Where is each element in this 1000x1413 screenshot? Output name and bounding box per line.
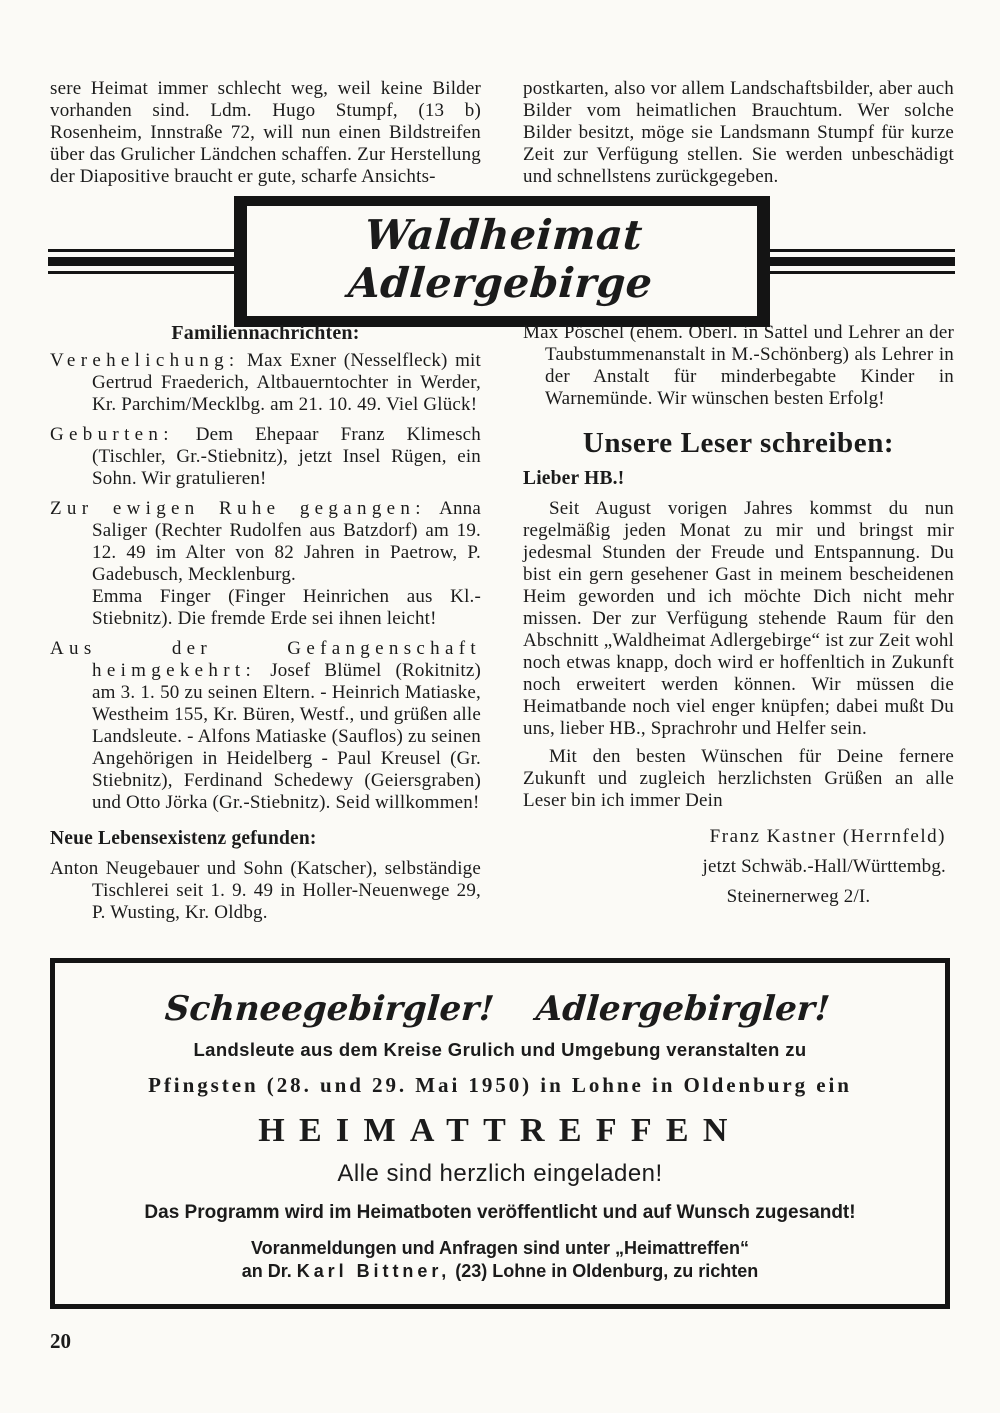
ad-program-line: Das Programm wird im Heimatboten veröffentlicht und auf Wunsch zugesandt! bbox=[144, 1202, 856, 1223]
ad-contact-line bbox=[85, 1261, 915, 1282]
family-item-text: Max Exner (Nesselfleck) mit Gertrud Fraederich, Altbauerntochter in Werder, Kr. Parchim/Mecklbg. am 21. 10. 49. Viel Glück! bbox=[92, 350, 481, 415]
new-existence-text: Anton Neugebauer und Sohn (Katscher), selbständige Tischlerei seit 1. 9. 49 in Holler-Neuenwege 29, P. Wusting, Kr. Oldbg. bbox=[50, 858, 481, 923]
poeschel-paragraph: Max Pöschel (ehem. Oberl. in Sattel und Lehrer an der Taubstummenanstalt in M.-Schönberg) als Lehrer in der Anstalt für minderbegabte Kinder in Warnemünde. Wir wünschen besten Erfolg! bbox=[523, 322, 954, 409]
right-column bbox=[523, 322, 954, 932]
family-item-deaths bbox=[50, 498, 481, 630]
ad-script-row bbox=[85, 989, 915, 1029]
top-right-paragraph: postkarten, also vor allem Landschaftsbilder, aber auch Bilder vom heimatlichen Brauchtum. Wer solche Bilder besitzt, möge sie Landsmann Stumpf für kurze Zeit zur Verfügung stellen. Sie werden unbeschädigt und schnellstens zurückgegeben. bbox=[523, 78, 954, 187]
ad-contact-name: Karl Bittner, bbox=[296, 1261, 451, 1281]
new-existence-heading: Neue Lebensexistenz gefunden: bbox=[50, 828, 317, 849]
banner-rule-right bbox=[770, 249, 956, 274]
family-item-returned-pows bbox=[50, 638, 481, 814]
top-section bbox=[0, 0, 1000, 188]
ad-script-left: Schneegebirgler! bbox=[163, 989, 496, 1029]
letter-paragraph-2: Mit den besten Wünschen für Deine fernere Zukunft und zugleich herzlichsten Grüßen an alle Leser bin ich immer Dein bbox=[523, 746, 954, 811]
family-item-lead: Geburten: bbox=[50, 424, 174, 445]
letter-paragraph-1: Seit August vorigen Jahres kommst du nun regelmäßig jeden Monat zu mir und bringst mir jedesmal Stunden der Freude und Entspannung. Du bist ein gern gesehener Gast in meinem bescheidenen Heim geworden und ich möchte Dich nicht mehr missen. Der zur Verfügung stehende Raum für den Abschnitt „Waldheimat Adlergebirge“ ist zur Zeit wohl noch etwas knapp, doch wird er hoffenltich in Zukunft noch erweitert werden können. Wir müssen die Heimatbande noch viel enger knüpfen; dabei mußt Du uns, lieber HB., Sprachrohr und Helfer sein. bbox=[523, 498, 954, 739]
family-item-text: Dem Ehepaar Franz Klimesch (Tischler, Gr.-Stiebnitz), jetzt Insel Rügen, ein Sohn. Wir gratulieren! bbox=[92, 424, 481, 489]
readers-section-heading: Unsere Leser schreiben: bbox=[582, 427, 895, 459]
main-section bbox=[0, 322, 1000, 932]
ad-invitation-line: Alle sind herzlich eingeladen! bbox=[337, 1160, 663, 1187]
ad-event-title: HEIMATTREFFEN bbox=[258, 1112, 742, 1149]
family-item-lead: Aus der Gefangenschaft heimgekehrt: bbox=[50, 638, 481, 681]
banner-rule-left bbox=[48, 249, 234, 274]
banner-title-box bbox=[234, 196, 770, 327]
reunion-ad-box bbox=[50, 958, 950, 1309]
ad-intro-line: Landsleute aus dem Kreise Grulich und Umgebung veranstalten zu bbox=[193, 1039, 807, 1060]
top-left-paragraph: sere Heimat immer schlecht weg, weil keine Bilder vorhanden sind. Ldm. Hugo Stumpf, (13 b) Rosenheim, Innstraße 72, will nun einen Bildstreifen über das Grulicher Ländchen schaffen. Zur Herstellung der Diapositive braucht er gute, scharfe Ansichts- bbox=[50, 78, 481, 187]
ad-registration-line: Voranmeldungen und Anfragen sind unter „Heimattreffen“ bbox=[250, 1238, 750, 1258]
family-news-heading: Familiennachrichten: bbox=[171, 322, 360, 344]
family-item-lead: Verehelichung: bbox=[50, 350, 240, 371]
signature-location: jetzt Schwäb.-Hall/Württembg. bbox=[702, 856, 946, 877]
signature-street: Steinernerweg 2/I. bbox=[726, 886, 871, 907]
family-item-lead: Zur ewigen Ruhe gegangen: bbox=[50, 498, 426, 519]
family-item-text: Josef Blümel (Rokitnitz) am 3. 1. 50 zu seinen Eltern. - Heinrich Matiaske, Westheim 155, Kr. Büren, Westf., und grüßen alle Landsleute. - Alfons Matiaske (Sauflos) zu seinen Angehörigen in Heidelberg - Paul Kreusel (Gr. Stiebnitz), Ferdinand Schedewy (Geiersgraben) und Otto Jörka (Gr.-Stiebnitz). Seid willkommen! bbox=[92, 660, 481, 813]
ad-contact-post: (23) Lohne in Oldenburg, zu richten bbox=[455, 1261, 759, 1281]
family-item-marriage bbox=[50, 350, 481, 416]
signature-name: Franz Kastner (Herrnfeld) bbox=[709, 826, 946, 847]
section-banner bbox=[48, 210, 955, 307]
left-column bbox=[50, 322, 481, 932]
page-number: 20 bbox=[50, 1329, 71, 1353]
family-item-births bbox=[50, 424, 481, 490]
banner-title: Waldheimat Adlergebirge bbox=[346, 210, 654, 307]
ad-script-right: Adlergebirgler! bbox=[534, 989, 832, 1029]
letter-salutation: Lieber HB.! bbox=[523, 468, 625, 489]
ad-contact-pre: an Dr. bbox=[241, 1261, 292, 1281]
ad-date-line: Pfingsten (28. und 29. Mai 1950) in Lohne in Oldenburg ein bbox=[148, 1073, 852, 1097]
family-item-text-continued: Emma Finger (Finger Heinrichen aus Kl.-Stiebnitz). Die fremde Erde sei ihnen leicht! bbox=[92, 586, 481, 629]
family-item-text: Anna Saliger (Rechter Rudolfen aus Batzdorf) am 19. 12. 49 im Alter von 82 Jahren in Paetrow, P. Gadebusch, Mecklenburg. bbox=[92, 498, 481, 585]
